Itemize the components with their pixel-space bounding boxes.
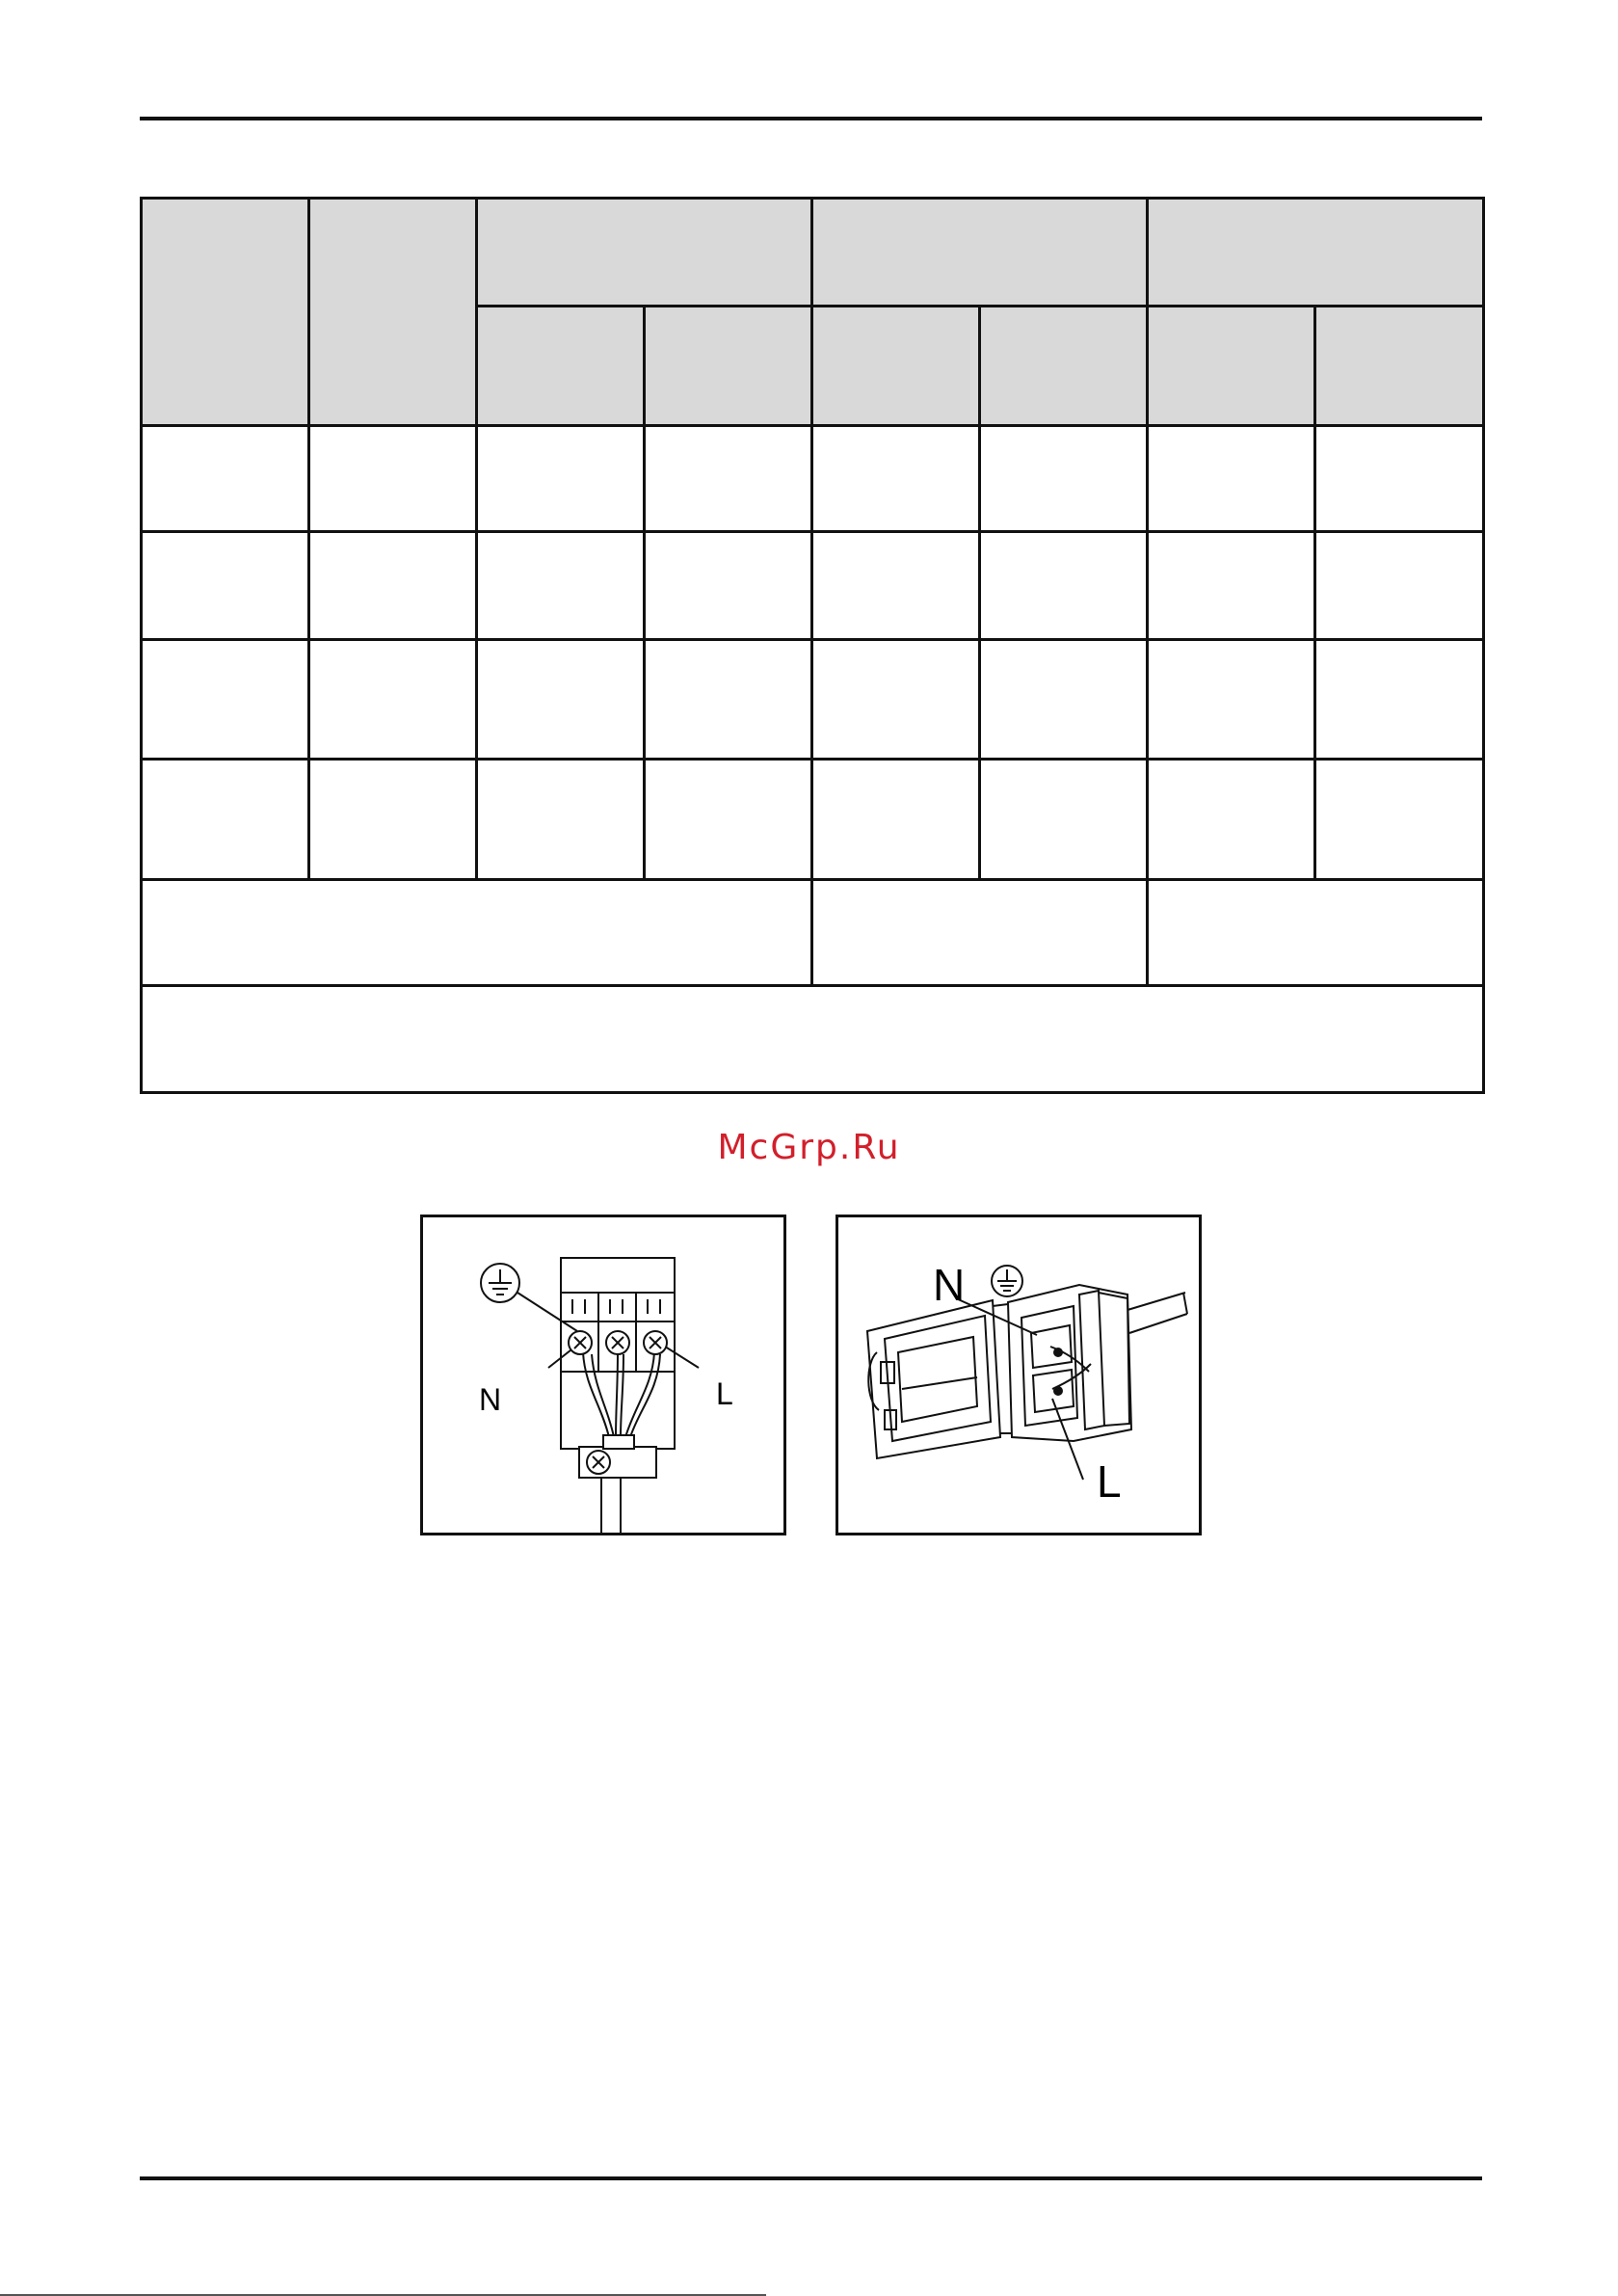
earth-ground-icon	[992, 1266, 1022, 1296]
table-cell	[980, 640, 1148, 760]
table-cell	[980, 532, 1148, 640]
neutral-label: N	[933, 1260, 966, 1310]
table-cell	[309, 760, 477, 880]
table-cell	[812, 760, 980, 880]
table-header-row	[142, 199, 1484, 307]
watermark-text: McGrp.Ru	[717, 1128, 901, 1167]
screw-icon	[587, 1451, 610, 1474]
header-group-cell	[477, 199, 812, 307]
table-cell	[142, 640, 309, 760]
table-cell	[477, 760, 645, 880]
table-cell	[309, 532, 477, 640]
table-cell	[142, 532, 309, 640]
table-cell	[980, 760, 1148, 880]
subheader-cell	[477, 307, 645, 426]
table-cell	[477, 640, 645, 760]
footer-rule	[140, 2176, 1482, 2180]
live-label: L	[716, 1376, 733, 1411]
specification-table	[140, 197, 1485, 1094]
summary-label-cell	[142, 880, 812, 986]
table-cell	[309, 640, 477, 760]
table-cell	[1315, 640, 1484, 760]
header-cell	[142, 199, 309, 426]
table-note-row	[142, 986, 1484, 1093]
table-cell	[1148, 426, 1315, 532]
header-group-cell	[812, 199, 1148, 307]
table-row	[142, 640, 1484, 760]
header-rule	[140, 117, 1482, 120]
table-cell	[645, 640, 812, 760]
note-cell	[142, 986, 1484, 1093]
table-cell	[1315, 760, 1484, 880]
table-row	[142, 760, 1484, 880]
table-cell	[477, 426, 645, 532]
table-cell	[645, 760, 812, 880]
table-row	[142, 426, 1484, 532]
table-cell	[812, 640, 980, 760]
table-cell	[812, 426, 980, 532]
neutral-label: N	[479, 1382, 502, 1417]
subheader-cell	[980, 307, 1148, 426]
table-cell	[1148, 760, 1315, 880]
terminal-block-diagram	[423, 1217, 783, 1533]
screw-icon	[606, 1331, 629, 1354]
subheader-cell	[1148, 307, 1315, 426]
subheader-cell	[1315, 307, 1484, 426]
plug-connector-diagram	[838, 1217, 1199, 1533]
table-cell	[645, 426, 812, 532]
table-cell	[1315, 532, 1484, 640]
table-cell	[1315, 426, 1484, 532]
table-cell	[645, 532, 812, 640]
screw-icon	[569, 1331, 592, 1354]
table-cell	[1148, 532, 1315, 640]
header-cell	[309, 199, 477, 426]
earth-ground-icon	[481, 1264, 519, 1302]
table-cell	[1148, 640, 1315, 760]
screw-icon	[644, 1331, 667, 1354]
table-summary-row	[142, 880, 1484, 986]
table-row	[142, 532, 1484, 640]
terminal-block-figure	[420, 1215, 786, 1535]
table-cell	[142, 426, 309, 532]
table-cell	[309, 426, 477, 532]
summary-value-cell	[812, 880, 1148, 986]
live-label: L	[1097, 1456, 1122, 1507]
subheader-cell	[645, 307, 812, 426]
table-cell	[142, 760, 309, 880]
table-cell	[980, 426, 1148, 532]
plug-connector-figure	[836, 1215, 1202, 1535]
header-group-cell	[1148, 199, 1484, 307]
subheader-cell	[812, 307, 980, 426]
table-cell	[477, 532, 645, 640]
summary-value-cell	[1148, 880, 1484, 986]
table-cell	[812, 532, 980, 640]
